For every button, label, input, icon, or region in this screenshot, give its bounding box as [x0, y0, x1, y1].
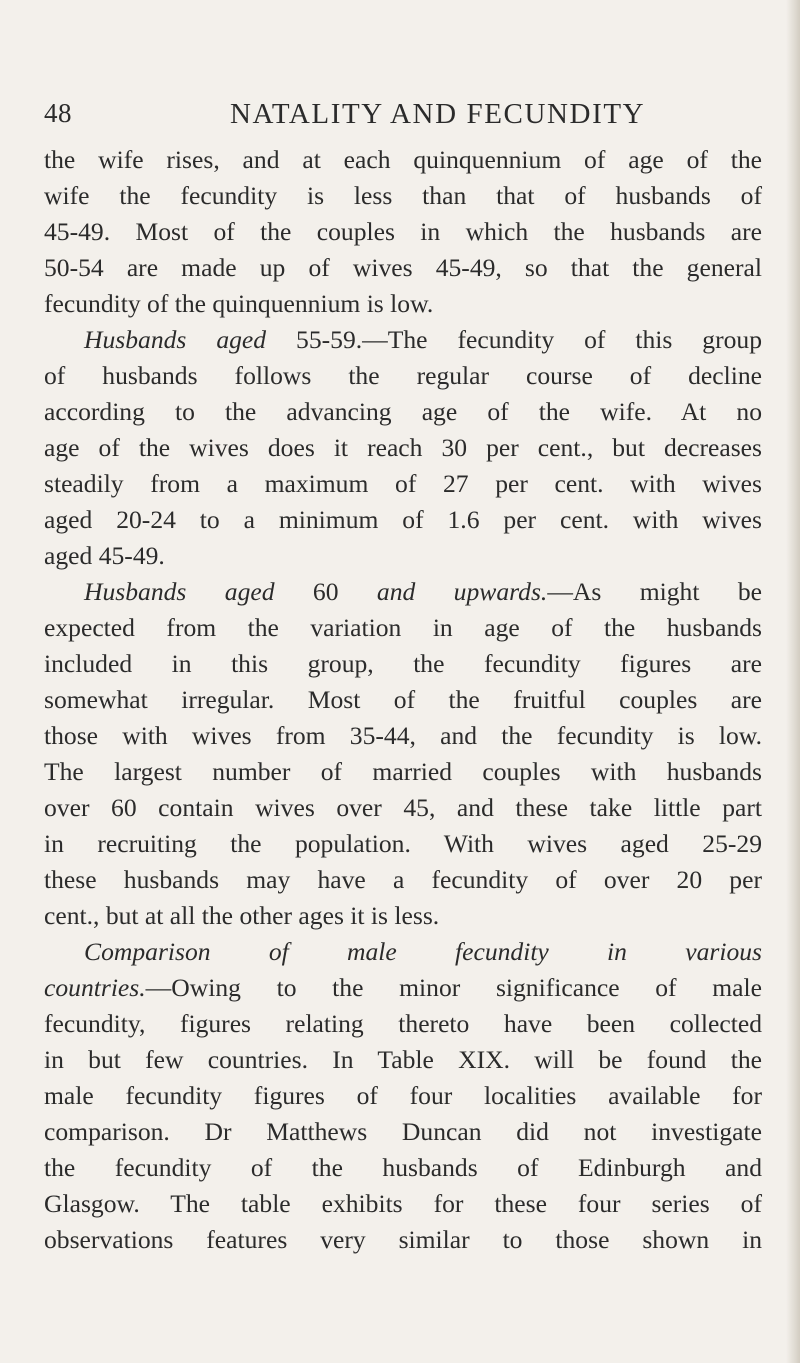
text-line: somewhat irregular. Most of the fruitful couples are [44, 685, 762, 714]
paragraph-comparison [44, 934, 762, 1258]
running-head: NATALITY AND FECUNDITY [230, 98, 646, 130]
text-line [44, 970, 762, 1006]
text-line: of husbands follows the regular course of decline [44, 361, 762, 390]
text-line: these husbands may have a fecundity of over 20 per [44, 865, 762, 894]
text-line: observations features very similar to those shown in [44, 1225, 762, 1254]
paragraph-1 [44, 142, 762, 322]
section-heading: Comparison of male fecundity in various [84, 937, 762, 966]
text-line: the fecundity of the husbands of Edinburgh and [44, 1153, 762, 1182]
text-line: over 60 contain wives over 45, and these take little part [44, 793, 762, 822]
text-line: according to the advancing age of the wife. At no [44, 397, 762, 426]
text-line: steadily from a maximum of 27 per cent. with wives [44, 469, 762, 498]
text-line: in recruiting the population. With wives aged 25-29 [44, 829, 762, 858]
text-line: comparison. Dr Matthews Duncan did not investigate [44, 1117, 762, 1146]
text-line: aged 20-24 to a minimum of 1.6 per cent. with wives [44, 505, 762, 534]
paragraph-husbands-60-upwards [44, 574, 762, 934]
section-heading-end: and upwards. [376, 577, 548, 606]
heading-number: 60 [274, 577, 377, 606]
text-line: included in this group, the fecundity figures are [44, 649, 762, 678]
text-line: those with wives from 35-44, and the fecundity is low. [44, 721, 762, 750]
section-heading: Husbands aged [84, 577, 275, 606]
text-line: fecundity of the quinquennium is low. [44, 289, 434, 318]
text-line: 45-49. Most of the couples in which the husbands are [44, 217, 762, 246]
text-line: aged 45-49. [44, 541, 165, 570]
body-text [44, 142, 762, 1258]
text-line: wife the fecundity is less than that of husbands of [44, 181, 762, 210]
text-fragment: 55-59.—The fecundity of this group [266, 325, 762, 354]
text-line: expected from the variation in age of the husbands [44, 613, 762, 642]
text-line: age of the wives does it reach 30 per cent., but decreases [44, 433, 762, 462]
paragraph-husbands-55-59 [44, 322, 762, 574]
text-fragment: —Owing to the minor significance of male [145, 973, 762, 1002]
text-line [44, 322, 762, 358]
section-heading-end: countries. [44, 973, 146, 1002]
page-number: 48 [44, 98, 72, 128]
page-header [44, 98, 784, 138]
text-line: male fecundity figures of four localities available for [44, 1081, 762, 1110]
text-line [44, 934, 762, 970]
text-line: The largest number of married couples with husbands [44, 757, 762, 786]
text-line: in but few countries. In Table XIX. will be found the [44, 1045, 762, 1074]
text-line: 50-54 are made up of wives 45-49, so that the general [44, 253, 762, 282]
section-heading: Husbands aged [84, 325, 267, 354]
text-line: fecundity, figures relating thereto have been collected [44, 1009, 762, 1038]
text-line [44, 574, 762, 610]
text-line: the wife rises, and at each quinquennium of age of the [44, 145, 762, 174]
page-edge-shadow [786, 0, 800, 1363]
text-line: Glasgow. The table exhibits for these four series of [44, 1189, 762, 1218]
text-fragment: —As might be [547, 577, 762, 606]
text-line: cent., but at all the other ages it is less. [44, 901, 440, 930]
